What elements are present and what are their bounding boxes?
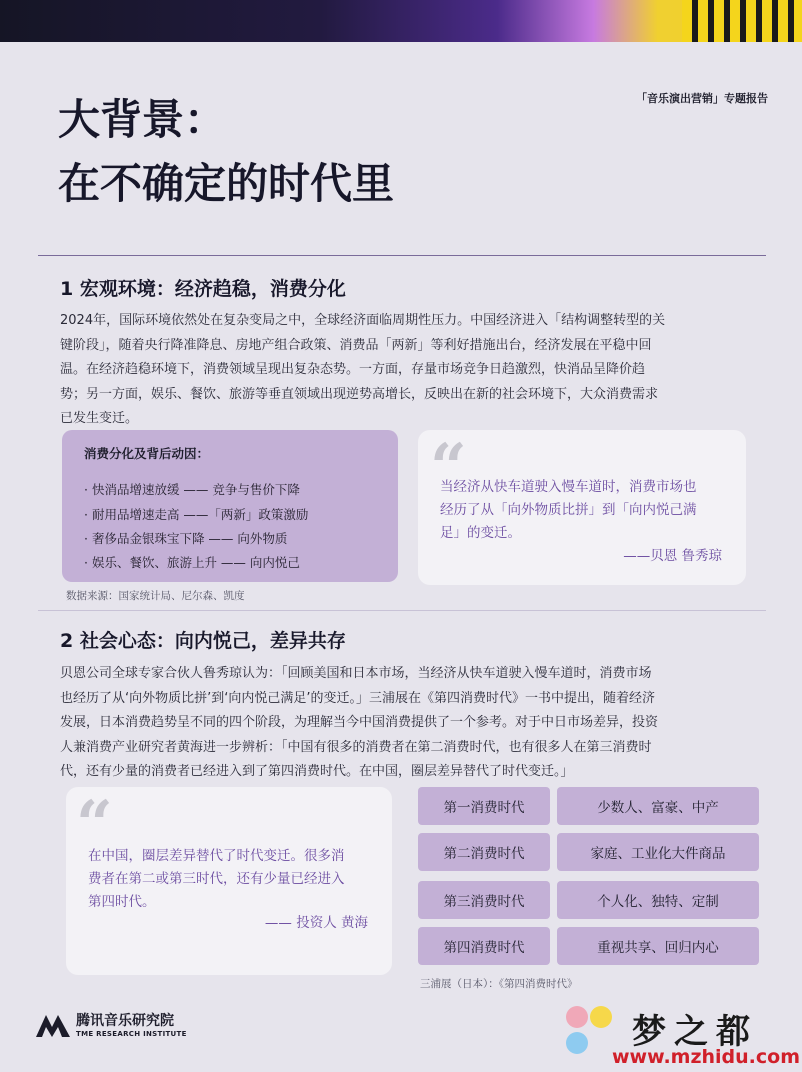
quote-mark-icon: “: [430, 430, 467, 505]
smile-face-icon: [590, 1006, 612, 1028]
paragraph-line: 代，还有少量的消费者已经进入到了第四消费时代。在中国，圈层差异替代了时代变迁。」: [60, 764, 574, 780]
driver-item: · 娱乐、餐饮、旅游上升 —— 向内悦己: [84, 555, 300, 570]
logo-en: TME RESEARCH INSTITUTE: [76, 1030, 187, 1038]
page-title-line1: 大背景：: [58, 95, 227, 144]
quote-author: —— 投资人 黄海: [264, 915, 368, 931]
section2-title: 2 社会心态：向内悦己，差异共存: [60, 630, 346, 652]
paragraph-line: 也经历了从‘向外物质比拼’到‘向内悦己满足’的变迁。」三浦展在《第四消费时代》一书中提出，随着经济: [60, 690, 656, 706]
paragraph-line: 人兼消费产业研究者黄海进一步辨析：「中国有很多的消费者在第二消费时代，也有很多人在第三消费时: [60, 739, 652, 755]
driver-item: · 快消品增速放缓 —— 竞争与售价下降: [84, 482, 300, 497]
paragraph-line: 温。在经济趋稳环境下，消费领域呈现出复杂态势。一方面，存量市场竞争日趋激烈，快消品呈降价趋: [60, 362, 646, 378]
section2-paragraph: [60, 662, 750, 785]
tme-logo: [36, 1010, 187, 1038]
era-description: 重视共享、回归内心: [557, 927, 759, 965]
page-title-line2: 在不确定的时代里: [58, 159, 395, 208]
section-divider: [38, 610, 766, 611]
title-divider: [38, 255, 766, 256]
paragraph-line: 发展，日本消费趋势呈不同的四个阶段，为理解当今中国消费提供了一个参考。对于中日市场差异，投资: [60, 715, 659, 731]
quote-card-bain: [418, 430, 746, 585]
page-title: [58, 88, 394, 216]
era-description: 少数人、富豪、中产: [557, 787, 759, 825]
section1-paragraph: [60, 309, 750, 432]
quote-text: [440, 476, 697, 545]
paragraph-line: 势；另一方面，娱乐、餐饮、旅游等垂直领域出现逆势高增长，反映出在新的社会环境下，大众消费需求: [60, 386, 659, 402]
tme-logo-icon: [36, 1011, 70, 1037]
driver-item: · 奢侈品金银珠宝下降 —— 向外物质: [84, 531, 288, 546]
paragraph-line: 已发生变迁。: [60, 411, 139, 427]
quote-line: 第四时代。: [88, 894, 156, 910]
watermark-text: 梦之都: [632, 1012, 758, 1052]
smile-face-icon: [566, 1006, 588, 1028]
site-watermark: [566, 1002, 802, 1072]
driver-item: · 耐用品增速走高 ——「两新」政策激励: [84, 507, 309, 522]
section1-title: 1 宏观环境：经济趋稳，消费分化: [60, 278, 346, 300]
era-description: 家庭、工业化大件商品: [557, 833, 759, 871]
paragraph-line: 键阶段」，随着央行降准降息、房地产组合政策、消费品「两新」等利好措施出台，经济发展在平稳中回: [60, 337, 652, 353]
quote-line: 费者在第二或第三时代，还有少量已经进入: [88, 871, 345, 887]
paragraph-line: 2024年，国际环境依然处在复杂变局之中，全球经济面临周期性压力。中国经济进入「结构调整转型的关: [60, 313, 666, 328]
quote-line: 足」的变迁。: [440, 525, 521, 541]
quote-line: 在中国，圈层差异替代了时代变迁。很多消: [88, 848, 345, 864]
smile-face-icon: [566, 1032, 588, 1054]
era-label: 第四消费时代: [418, 927, 550, 965]
quote-card-investor: [66, 787, 392, 975]
drivers-box-title: 消费分化及背后动因：: [84, 446, 210, 461]
logo-cn: 腾讯音乐研究院: [76, 1013, 174, 1029]
era-description: 个人化、独特、定制: [557, 881, 759, 919]
watermark-url: www.mzhidu.com: [612, 1046, 801, 1068]
quote-line: 当经济从快车道驶入慢车道时，消费市场也: [440, 479, 697, 495]
quote-author: ——贝恩 鲁秀琼: [623, 548, 722, 564]
paragraph-line: 贝恩公司全球专家合伙人鲁秀琼认为：「回顾美国和日本市场，当经济从快车道驶入慢车道时，消费市场: [60, 666, 652, 681]
era-label: 第一消费时代: [418, 787, 550, 825]
era-label: 第二消费时代: [418, 833, 550, 871]
quote-mark-icon: “: [76, 787, 113, 862]
section2-source: 三浦展（日本）：《第四消费时代》: [420, 978, 578, 990]
top-stripes: [682, 0, 802, 42]
section1-source: 数据来源：国家统计局、尼尔森、凯度: [66, 590, 245, 602]
top-gradient-bar: [0, 0, 802, 42]
era-label: 第三消费时代: [418, 881, 550, 919]
quote-text: [88, 845, 345, 914]
report-tag: 「音乐演出营销」专题报告: [636, 92, 768, 105]
quote-line: 经历了从「向外物质比拼」到「向内悦己满: [440, 502, 697, 518]
drivers-box: [62, 430, 398, 582]
